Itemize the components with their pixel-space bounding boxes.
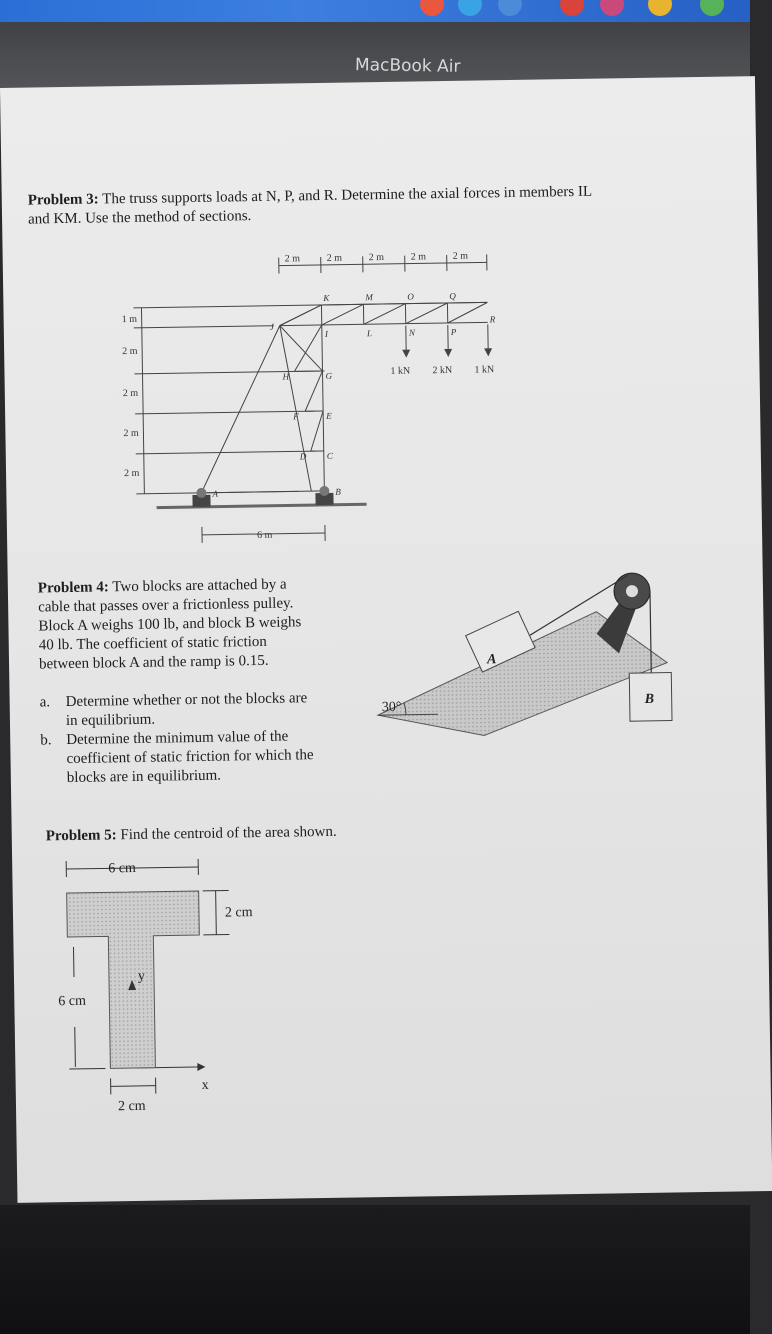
problem4-line3: Block A weighs 100 lb, and block B weighs [38, 614, 302, 635]
joint-e: E [326, 410, 332, 421]
y-axis-label: y [137, 968, 146, 984]
problem3-line1: The truss supports loads at N, P, and R. Determine the axial forces in members IL [102, 183, 593, 208]
dim-web: 2 cm [117, 1098, 146, 1115]
problem4-parts [40, 688, 361, 788]
part-a-line1: Determine whether or not the blocks are [65, 690, 308, 711]
part-b-label: b. [40, 732, 52, 749]
problem4-line5: between block A and the ramp is 0.15. [38, 652, 269, 673]
joint-k: K [323, 292, 330, 303]
joint-d: D [299, 451, 307, 462]
truss-figure [112, 242, 496, 546]
joint-p: P [450, 326, 457, 337]
part-a-line2: in equilibrium. [65, 711, 156, 730]
dock-icon [458, 0, 482, 16]
x-axis-label: x [201, 1077, 209, 1093]
problem4-line1: Two blocks are attached by a [112, 576, 287, 596]
dim-top-4: 2 m [410, 251, 427, 263]
joint-g: G [325, 370, 333, 381]
joint-n: N [408, 327, 415, 338]
ramp-angle: 30° [381, 699, 402, 716]
dim-left-2: 2 m [122, 345, 138, 358]
screen-edge [0, 0, 750, 22]
dock-icon [560, 0, 584, 16]
problem5-text [46, 821, 446, 846]
problem3-line2: and KM. Use the method of sections. [27, 208, 252, 228]
dim-left-5: 2 m [123, 467, 140, 480]
dock-icon [600, 0, 624, 16]
dim-top-5: 2 m [452, 250, 469, 262]
dim-left-4: 2 m [123, 427, 139, 440]
problem4-heading: Problem 4: [37, 579, 109, 597]
problem4-line4: 40 lb. The coefficient of static friction [38, 633, 267, 654]
dim-top-2: 2 m [326, 252, 343, 264]
ramp-figure [370, 563, 673, 768]
dock-icon [420, 0, 444, 16]
dim-flange: 2 cm [224, 905, 253, 921]
joint-a: A [212, 488, 218, 499]
dock-icon [498, 0, 522, 16]
dim-left-3: 2 m [122, 387, 139, 400]
dim-left-1: 1 m [121, 313, 138, 326]
joint-o: O [407, 291, 414, 302]
dim-top-1: 2 m [284, 253, 301, 265]
joint-r: R [489, 314, 496, 325]
dim-top-3: 2 m [368, 251, 385, 264]
joint-f: F [293, 411, 299, 422]
load-p: 2 kN [432, 364, 453, 377]
joint-m: M [365, 292, 373, 303]
part-b-line3: blocks are in equilibrium. [66, 767, 222, 787]
part-a-text [66, 689, 308, 731]
problem3-heading: Problem 3: [27, 191, 99, 209]
dim-height: 6 cm [58, 993, 87, 1010]
problem3-text [28, 181, 729, 230]
problem5-heading: Problem 5: [45, 827, 117, 845]
joint-b: B [335, 486, 341, 497]
part-b-line2: coefficient of static friction for which the [66, 747, 314, 768]
t-section-figure [52, 854, 296, 1118]
load-r: 1 kN [474, 364, 495, 376]
worksheet-paper [0, 76, 772, 1203]
joint-l: L [366, 328, 372, 339]
part-b-text [66, 727, 314, 788]
joint-j: J [269, 321, 274, 332]
part-b-line1: Determine the minimum value of the [66, 728, 289, 749]
bezel-label: MacBook Air [354, 55, 461, 77]
dock-icon [700, 0, 724, 16]
part-a-label: a. [39, 694, 51, 711]
dim-top-width: 6 cm [108, 860, 137, 877]
joint-q: Q [449, 290, 456, 301]
block-b-label: B [644, 691, 655, 707]
problem4-text [38, 574, 359, 674]
joint-h: H [282, 371, 290, 382]
load-n: 1 kN [390, 365, 411, 377]
joint-i: I [324, 328, 328, 339]
laptop-body [0, 1205, 750, 1334]
dim-bottom: 6 m [256, 529, 273, 542]
block-a-label: A [486, 652, 497, 668]
dock-icon [648, 0, 672, 16]
problem5-statement: Find the centroid of the area shown. [120, 823, 337, 844]
joint-c: C [326, 450, 333, 461]
problem4-line2: cable that passes over a frictionless pulley. [38, 595, 294, 616]
